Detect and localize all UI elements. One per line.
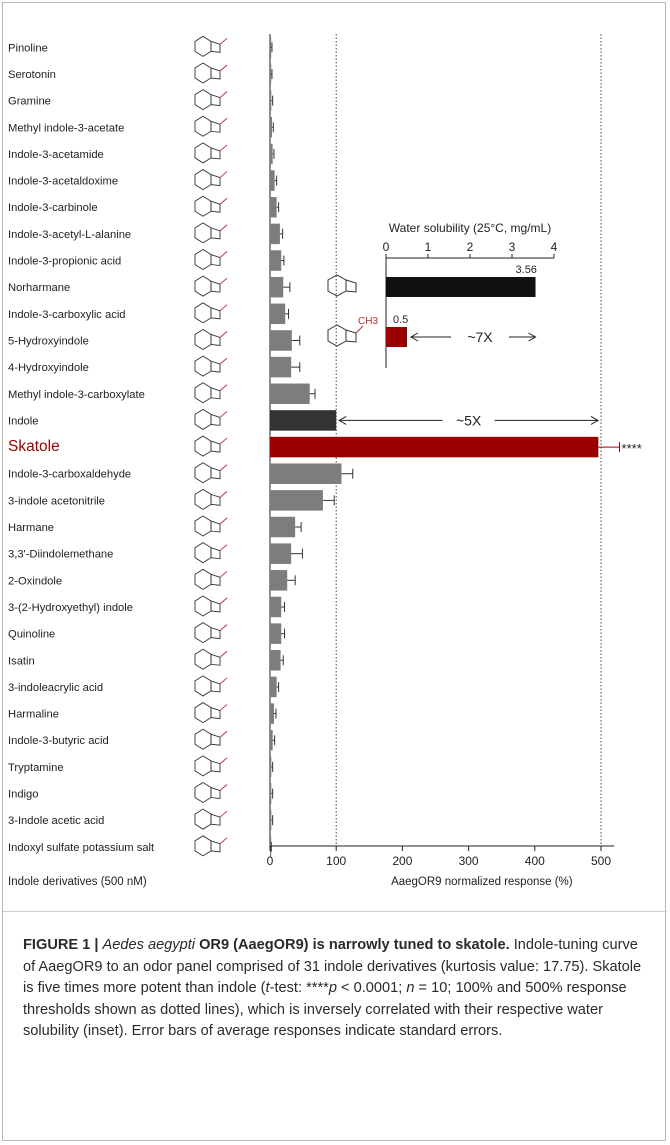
structure-icon-indole-3-acetyl-l-alanine [195,223,227,243]
benzene-ring-icon [195,623,211,643]
caption-p-value: < 0.0001; [336,980,407,997]
substituent-icon [220,438,227,444]
category-label-norharmane: Norharmane [8,282,71,295]
benzene-ring-icon [195,170,211,190]
category-label-indoxyl-sulfate-potassium-salt: Indoxyl sulfate potassium salt [8,841,155,854]
bar-indole-3-acetamide [270,144,273,165]
structure-icon-3-indole-acetonitrile [195,489,227,509]
bar-indole-3-acetaldoxime [270,170,275,191]
x-tick-label-500: 500 [590,854,612,868]
benzene-ring-icon [195,143,211,163]
x-tick-label-200: 200 [392,854,413,868]
category-label-3-indoleacrylic-acid: 3-indoleacrylic acid [8,681,104,694]
pyrrole-ring-icon [211,548,220,559]
inset-bar-indole [386,277,536,297]
bar-3-indole-acetic-acid [270,810,271,831]
pyrrole-ring-icon [211,228,220,239]
category-label-quinoline: Quinoline [8,628,56,641]
benzene-ring-icon [195,63,211,83]
substituent-icon [220,305,227,311]
benzene-ring-icon [195,90,211,110]
category-label-2-oxindole: 2-Oxindole [8,575,63,588]
substituent-icon [220,92,227,98]
substituent-icon [220,198,227,204]
pyrrole-ring-icon [211,255,220,266]
pyrrole-ring-icon [211,521,220,532]
caption-body: Indole-tuning curve of AaegOR9 to an odor panel comprised of 31 indole derivatives (kurtosis value: 17.75). Skatole is five times more potent than indole ( [23,937,642,997]
benzene-ring-icon [195,383,211,403]
pyrrole-ring-icon [211,601,220,612]
category-label-indole-3-acetyl-l-alanine: Indole-3-acetyl-L-alanine [8,228,132,241]
substituent-icon [220,358,227,364]
category-label-indole-3-carboxaldehyde: Indole-3-carboxaldehyde [8,468,132,481]
benzene-ring-icon [195,783,211,803]
category-label-5-hydroxyindole: 5-Hydroxyindole [8,335,89,348]
category-label-3-indole-acetic-acid: 3-Indole acetic acid [8,815,105,828]
pyrrole-ring-icon [211,628,220,639]
substituent-icon [220,731,227,737]
fold-label-5x: ~5X [455,412,482,429]
substituent-icon [220,758,227,764]
pyrrole-ring-icon [211,68,220,79]
figure-caption [23,935,653,1043]
benzene-ring-icon [195,489,211,509]
structure-icon-indole-3-acetamide [195,143,227,163]
category-label-pinoline: Pinoline [8,42,48,55]
category-label-indole-3-propionic-acid: Indole-3-propionic acid [8,255,122,268]
structure-icon-norharmane [195,276,227,296]
pyrrole-ring-icon [211,681,220,692]
pyrrole-ring-icon [211,494,220,505]
benzene-ring-icon [195,436,211,456]
substituent-icon [220,598,227,604]
substituent-icon [220,625,227,631]
pyrrole-ring-icon [211,148,220,159]
substituent-icon [220,38,227,44]
structure-icon-indole-3-carbinole [195,196,227,216]
pyrrole-ring-icon [211,574,220,585]
caption-species: Aedes aegypti [102,937,196,953]
pyrrole-ring-icon [211,441,220,452]
benzene-ring-icon [328,325,346,346]
pyrrole-ring-icon [211,361,220,372]
structure-icon-gramine [195,90,227,110]
benzene-ring-icon [195,676,211,696]
substituent-icon [220,491,227,497]
pyrrole-ring-icon [211,175,220,186]
pyrrole-ring-icon [211,841,220,852]
structure-icon-indole-3-carboxylic-acid [195,303,227,323]
category-label-isatin: Isatin [8,655,35,668]
inset-value-label-skatole: 0.5 [393,314,409,326]
structure-icon-skatole [195,436,227,456]
substituent-icon [220,518,227,524]
category-label-3-3-diindolemethane: 3,3'-Diindolemethane [8,548,114,561]
bar-quinoline [270,623,281,644]
substituent-icon [220,145,227,151]
category-label-4-hydroxyindole: 4-Hydroxyindole [8,362,89,375]
methyl-label: CH3 [358,316,379,327]
benzene-ring-icon [195,569,211,589]
pyrrole-ring-icon [211,708,220,719]
substituent-icon [220,571,227,577]
bar-indole-3-propionic-acid [270,250,281,271]
caption-divider [3,911,667,912]
caption-title: OR9 (AaegOR9) is narrowly tuned to skatole. [195,937,510,953]
category-label-3-indole-acetonitrile: 3-indole acetonitrile [8,495,106,508]
pyrrole-ring-icon [211,95,220,106]
bar-2-oxindole [270,570,287,591]
substituent-icon [220,545,227,551]
structure-icon-3-indoleacrylic-acid [195,676,227,696]
bar-indigo [270,783,271,804]
benzene-ring-icon [195,196,211,216]
structure-icon-tryptamine [195,756,227,776]
inset-structure-icon-skatole [328,325,363,346]
category-label-tryptamine: Tryptamine [8,761,64,774]
benzene-ring-icon [195,516,211,536]
substituent-icon [220,278,227,284]
bar-3-indole-acetonitrile [270,490,323,511]
inset-fold-label-7x: ~7X [467,329,493,345]
pyrrole-ring-icon [211,201,220,212]
inset-structure-icon-indole [328,275,356,296]
benzene-ring-icon [195,356,211,376]
substituent-icon [220,678,227,684]
pyrrole-ring-icon [211,468,220,479]
benzene-ring-icon [195,276,211,296]
bar-indole [270,410,336,431]
benzene-ring-icon [195,596,211,616]
structure-icon-pinoline [195,36,227,56]
x-axis-label: AaegOR9 normalized response (%) [391,876,573,888]
pyrrole-ring-icon [211,654,220,665]
caption-t: t [265,980,270,997]
benzene-ring-icon [195,303,211,323]
category-label-indole: Indole [8,415,39,428]
category-label-gramine: Gramine [8,95,51,108]
bar-tryptamine [270,757,271,778]
structure-icon-3-indole-acetic-acid [195,809,227,829]
structure-icon-2-oxindole [195,569,227,589]
x-tick-label-300: 300 [458,854,479,868]
bar-harmane [270,517,295,538]
pyrrole-ring-icon [346,330,356,342]
structure-icon-methyl-indole-3-acetate [195,116,227,136]
substituent-icon [220,65,227,71]
category-label-methyl-indole-3-acetate: Methyl indole-3-acetate [8,122,125,135]
structure-icon-5-hydroxyindole [195,329,227,349]
substituent-icon [220,838,227,844]
substituent-icon [220,225,227,231]
bar-methyl-indole-3-acetate [270,117,272,137]
caption-n-value: = 10; 100% and 500% response thresholds shown as dotted lines), which is inversely correlated with their respective water solubility (inset). Error bars of average responses indicate standard errors. [23,980,627,1040]
inset-value-label-indole: 3.56 [515,264,537,276]
benzene-ring-icon [328,275,346,296]
pyrrole-ring-icon [211,281,220,292]
structure-icon-quinoline [195,623,227,643]
benzene-ring-icon [195,729,211,749]
substituent-icon [220,411,227,417]
bar-3-3-diindolemethane [270,543,291,564]
inset-tick-label-4: 4 [550,240,558,254]
benzene-ring-icon [195,836,211,856]
category-label-indole-3-acetaldoxime: Indole-3-acetaldoxime [8,175,119,188]
bar-methyl-indole-3-carboxylate [270,384,310,405]
bar-4-hydroxyindole [270,357,291,378]
inset-tick-label-2: 2 [466,240,474,254]
category-label-harmaline: Harmaline [8,708,59,721]
category-label-3-2-hydroxyethyl-indole: 3-(2-Hydroxyethyl) indole [8,601,133,614]
category-label-serotonin: Serotonin [8,68,56,81]
pyrrole-ring-icon [211,734,220,745]
structure-icon-indole [195,409,227,429]
benzene-ring-icon [195,809,211,829]
structure-icon-indole-3-propionic-acid [195,250,227,270]
category-label-indigo: Indigo [8,788,39,801]
category-label-methyl-indole-3-carboxylate: Methyl indole-3-carboxylate [8,388,145,401]
bar-chart [3,3,667,908]
structure-icon-indoxyl-sulfate-potassium-salt [195,836,227,856]
caption-p: p [328,980,337,997]
bar-3-indoleacrylic-acid [270,677,277,698]
inset-bar-skatole [386,327,407,347]
structure-icon-harmaline [195,703,227,723]
substituent-icon [220,252,227,258]
pyrrole-ring-icon [211,814,220,825]
structure-icon-3-3-diindolemethane [195,543,227,563]
substituent-icon [220,172,227,178]
structure-icon-indole-3-butyric-acid [195,729,227,749]
pyrrole-ring-icon [211,308,220,319]
inset-tick-label-1: 1 [424,240,432,254]
pyrrole-ring-icon [211,788,220,799]
y-axis-label: Indole derivatives (500 nM) [8,876,147,888]
category-label-indole-3-carboxylic-acid: Indole-3-carboxylic acid [8,308,126,321]
bar-harmaline [270,703,274,724]
inset-tick-label-0: 0 [382,240,390,254]
substituent-icon [220,331,227,337]
benzene-ring-icon [195,756,211,776]
figure-frame [2,2,666,1141]
structure-icon-isatin [195,649,227,669]
benzene-ring-icon [195,329,211,349]
benzene-ring-icon [195,543,211,563]
structure-icon-harmane [195,516,227,536]
benzene-ring-icon [195,703,211,723]
structure-icon-indole-3-acetaldoxime [195,170,227,190]
bar-norharmane [270,277,283,298]
caption-n: n [406,980,415,997]
bar-3-2-hydroxyethyl-indole [270,597,281,618]
inset-title: Water solubility (25°C, mg/mL) [388,221,552,235]
substituent-icon [220,465,227,471]
pyrrole-ring-icon [211,761,220,772]
bar-skatole [270,437,598,458]
significance-label: **** [621,441,642,457]
pyrrole-ring-icon [346,280,356,292]
substituent-icon [220,651,227,657]
benzene-ring-icon [195,250,211,270]
bar-indole-3-carbinole [270,197,277,218]
category-label-harmane: Harmane [8,522,55,535]
category-label-indole-3-acetamide: Indole-3-acetamide [8,148,104,161]
category-label-indole-3-carbinole: Indole-3-carbinole [8,202,98,215]
benzene-ring-icon [195,223,211,243]
substituent-icon [220,705,227,711]
bar-indole-3-butyric-acid [270,730,273,751]
benzene-ring-icon [195,36,211,56]
inset-tick-label-3: 3 [508,240,516,254]
bar-5-hydroxyindole [270,330,292,351]
benzene-ring-icon [195,463,211,483]
bar-indole-3-acetyl-l-alanine [270,224,280,245]
caption-test: -test: **** [269,980,329,997]
benzene-ring-icon [195,116,211,136]
bar-indole-3-carboxaldehyde [270,463,341,484]
substituent-icon [220,811,227,817]
category-label-skatole: Skatole [8,438,60,456]
pyrrole-ring-icon [211,414,220,425]
category-label-indole-3-butyric-acid: Indole-3-butyric acid [8,735,109,748]
structure-icon-indigo [195,783,227,803]
structure-icon-indole-3-carboxaldehyde [195,463,227,483]
bar-isatin [270,650,281,671]
substituent-icon [220,785,227,791]
methyl-bond-icon [356,326,363,333]
bar-gramine [270,90,271,111]
structure-icon-methyl-indole-3-carboxylate [195,383,227,403]
caption-lead: FIGURE 1 | [23,937,99,953]
pyrrole-ring-icon [211,121,220,132]
substituent-icon [220,118,227,124]
x-tick-label-400: 400 [524,854,545,868]
pyrrole-ring-icon [211,388,220,399]
structure-icon-serotonin [195,63,227,83]
structure-icon-4-hydroxyindole [195,356,227,376]
pyrrole-ring-icon [211,334,220,345]
pyrrole-ring-icon [211,41,220,52]
benzene-ring-icon [195,649,211,669]
structure-icon-3-2-hydroxyethyl-indole [195,596,227,616]
bar-indole-3-carboxylic-acid [270,304,285,325]
x-tick-label-100: 100 [326,854,347,868]
benzene-ring-icon [195,409,211,429]
x-tick-label-0: 0 [266,854,274,868]
substituent-icon [220,385,227,391]
